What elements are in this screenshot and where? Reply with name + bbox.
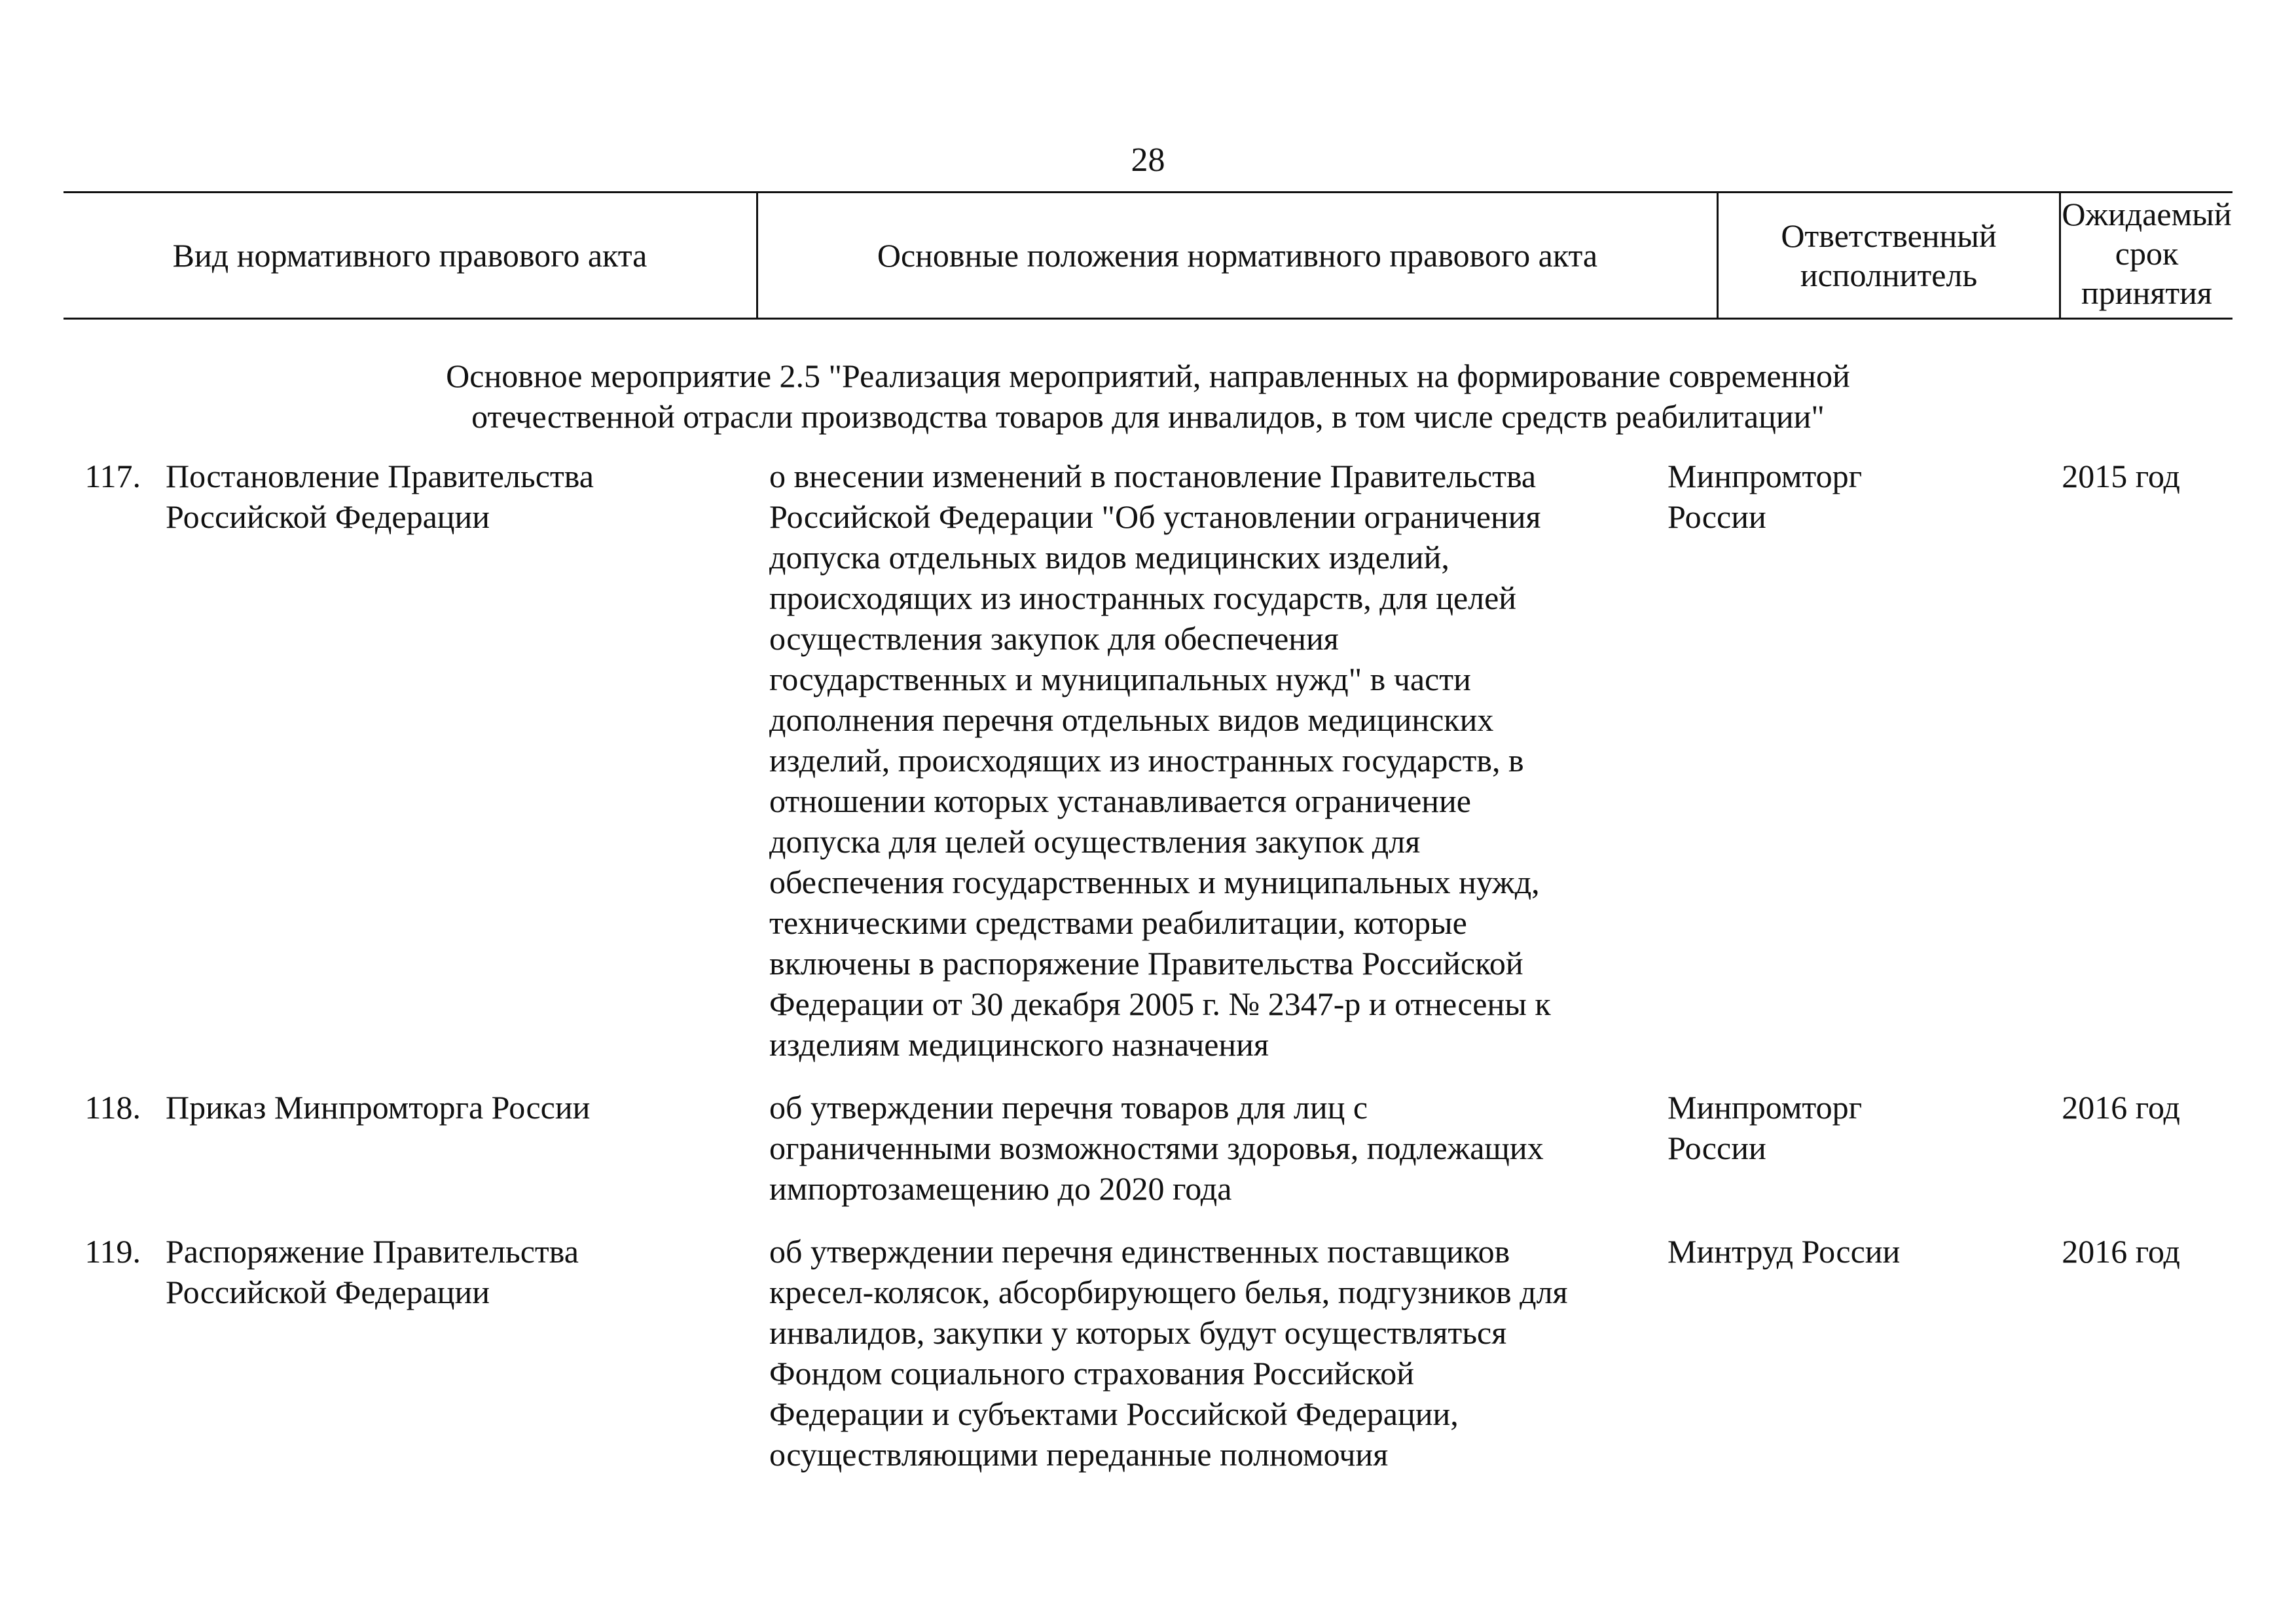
row-executor: Минпромторг России bbox=[1667, 1089, 1863, 1166]
header-act-type: Вид нормативного правового акта bbox=[172, 237, 647, 274]
table-header bbox=[64, 191, 2232, 320]
page-number: 28 bbox=[1131, 141, 1165, 179]
row-provisions: об утверждении перечня единственных поставщиков кресел-колясок, абсорбирующего белья, подгузников для инвалидов, закупки у которых будут осуществляться Фондом социального страхования Российской Федерации и субъектами Российской Федерации, осуществляющими переданные полномочия bbox=[769, 1233, 1568, 1473]
row-executor: Минтруд России bbox=[1667, 1233, 1901, 1270]
header-executor: Ответственный исполнитель bbox=[1781, 217, 1997, 293]
header-deadline: Ожидаемый срок принятия bbox=[2062, 196, 2232, 311]
row-number: 118. bbox=[84, 1089, 141, 1126]
row-act-type: Распоряжение Правительства Российской Федерации bbox=[166, 1233, 579, 1310]
row-provisions: об утверждении перечня товаров для лиц с ограниченными возможностями здоровья, подлежащих импортозамещению до 2020 года bbox=[769, 1089, 1544, 1207]
row-deadline: 2016 год bbox=[2062, 1233, 2180, 1270]
row-act-type: Постановление Правительства Российской Федерации bbox=[166, 458, 594, 535]
row-executor: Минпромторг России bbox=[1667, 458, 1863, 535]
row-number: 119. bbox=[84, 1233, 141, 1270]
row-deadline: 2016 год bbox=[2062, 1089, 2180, 1126]
header-provisions: Основные положения нормативного правового акта bbox=[877, 237, 1598, 274]
row-number: 117. bbox=[84, 458, 141, 494]
section-title: Основное мероприятие 2.5 "Реализация мероприятий, направленных на формирование современной отечественной отрасли производства товаров для инвалидов, в том числе средств реабилитации" bbox=[446, 358, 1850, 435]
row-deadline: 2015 год bbox=[2062, 458, 2180, 494]
row-act-type: Приказ Минпромторга России bbox=[166, 1089, 591, 1126]
row-provisions: о внесении изменений в постановление Правительства Российской Федерации "Об установлении ограничения допуска отдельных видов медицинских изделий, происходящих из иностранных государств, для целей осуществления закупок для обеспечения государственных и муниципальных нужд" в части дополнения перечня отдельных видов медицинских изделий, происходящих из иностранных государств, в отношении которых устанавливается ограничение допуска для целей осуществления закупок для обеспечения государственных и муниципальных нужд, техническими средствами реабилитации, которые включены в распоряжение Правительства Российской Федерации от 30 декабря 2005 г. № 2347-р и отнесены к изделиям медицинского назначения bbox=[769, 458, 1551, 1063]
